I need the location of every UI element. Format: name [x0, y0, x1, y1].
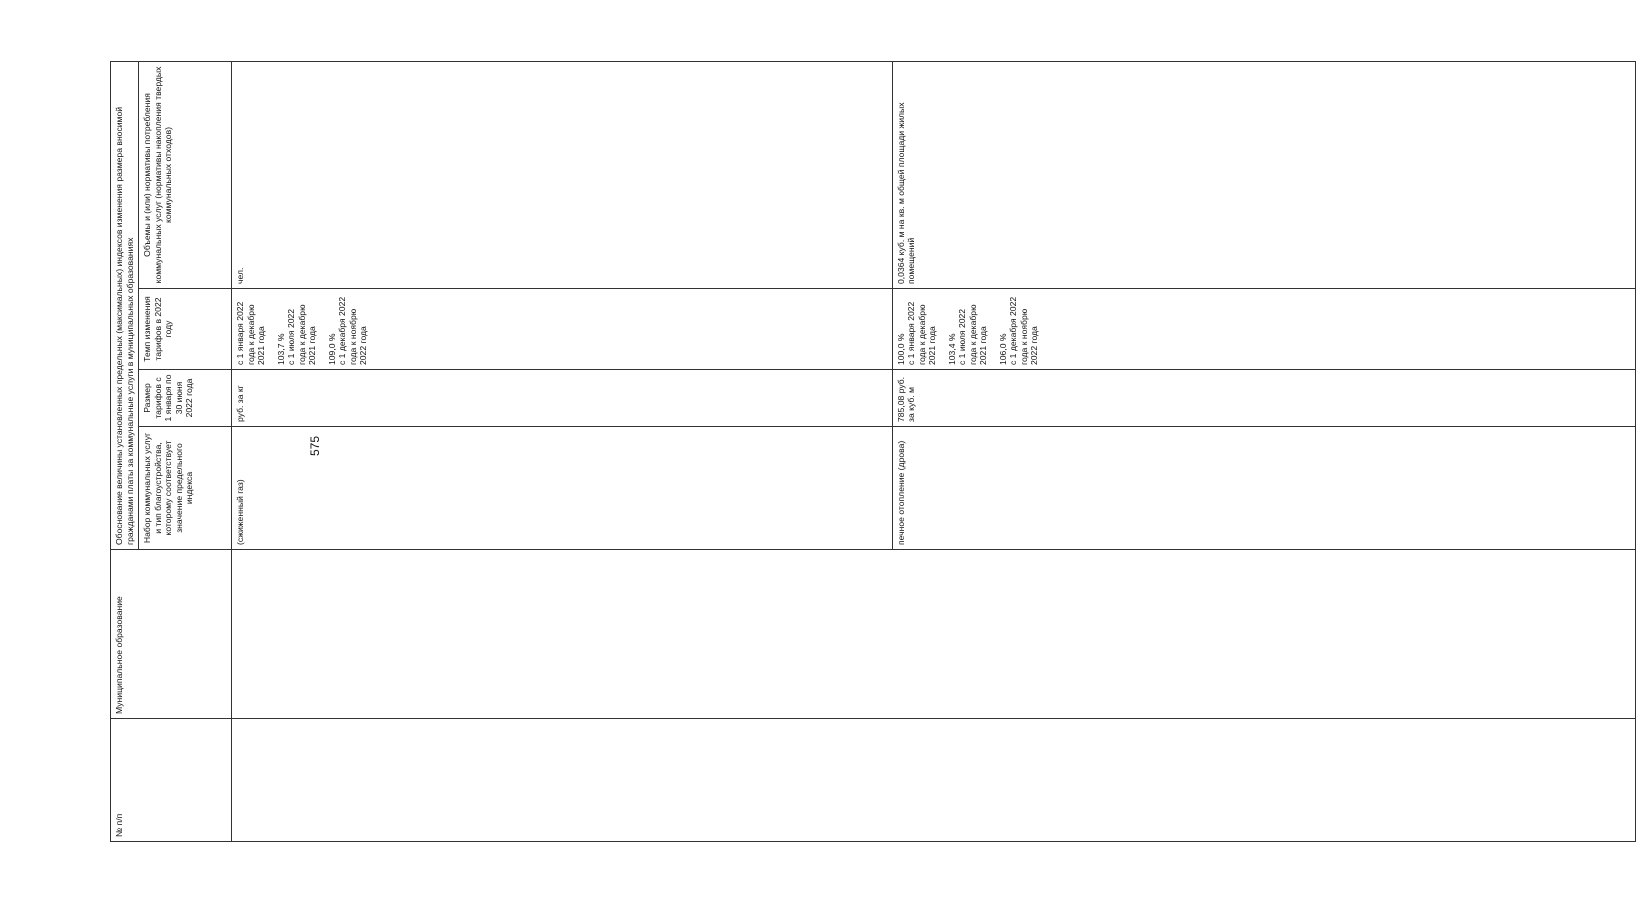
header-justification-group: Обоснование величины установленных предельных (максимальных) индексов изменения размера вносимой гражданами платы за коммунальные услуги в муниципальных образованиях — [111, 61, 139, 549]
header-number: № п/п — [111, 719, 232, 842]
growth-line: 100,0 % с 1 января 2022 года к декабрю 2021 года — [895, 301, 938, 365]
growth-line: 106,0 % с 1 декабря 2022 года к ноябрю 2022 года — [997, 296, 1040, 365]
cell-municipality — [232, 550, 1636, 719]
growth-line: 103,4 % с 1 июля 2022 года к декабрю 2021 года — [946, 304, 989, 365]
header-tariff: Размер тарифов с 1 января по 30 июня 2022 года — [139, 370, 232, 427]
table-row — [232, 61, 893, 841]
cell-service: печное отопление (дрова) — [892, 427, 1635, 550]
tariff-justification-table — [110, 61, 1636, 842]
page-number: 575 — [308, 435, 323, 457]
header-volume: Объемы и (или) нормативы потребления коммунальных услуг (нормативы накопления твердых коммунальных отходов) — [139, 61, 232, 288]
cell-growth — [892, 289, 1635, 370]
header-services: Набор коммунальных услуг и тип благоустройства, которому соответствует значение предельного индекса — [139, 427, 232, 550]
growth-line: 103,7 % с 1 июля 2022 года к декабрю 2021 года — [275, 304, 317, 365]
growth-line: с 1 января 2022 года к декабрю 2021 года — [235, 301, 266, 365]
header-growth: Темп изменения тарифов в 2022 году — [139, 289, 232, 370]
cell-tariff: 785,08 руб. за куб. м — [892, 370, 1635, 427]
cell-volume: чел. — [232, 61, 893, 288]
cell-growth — [232, 289, 893, 370]
cell-service: (сжиженный газ) — [232, 427, 893, 550]
cell-volume: 0,0364 куб. м на кв. м общей площади жилых помещений — [892, 61, 1635, 288]
cell-number — [232, 719, 1636, 842]
cell-tariff: руб. за кг — [232, 370, 893, 427]
growth-line: 109,0 % с 1 декабря 2022 года к ноябрю 2022 года — [326, 296, 368, 365]
header-municipality: Муниципальное образование — [111, 550, 232, 719]
rotated-page — [110, 62, 1040, 842]
